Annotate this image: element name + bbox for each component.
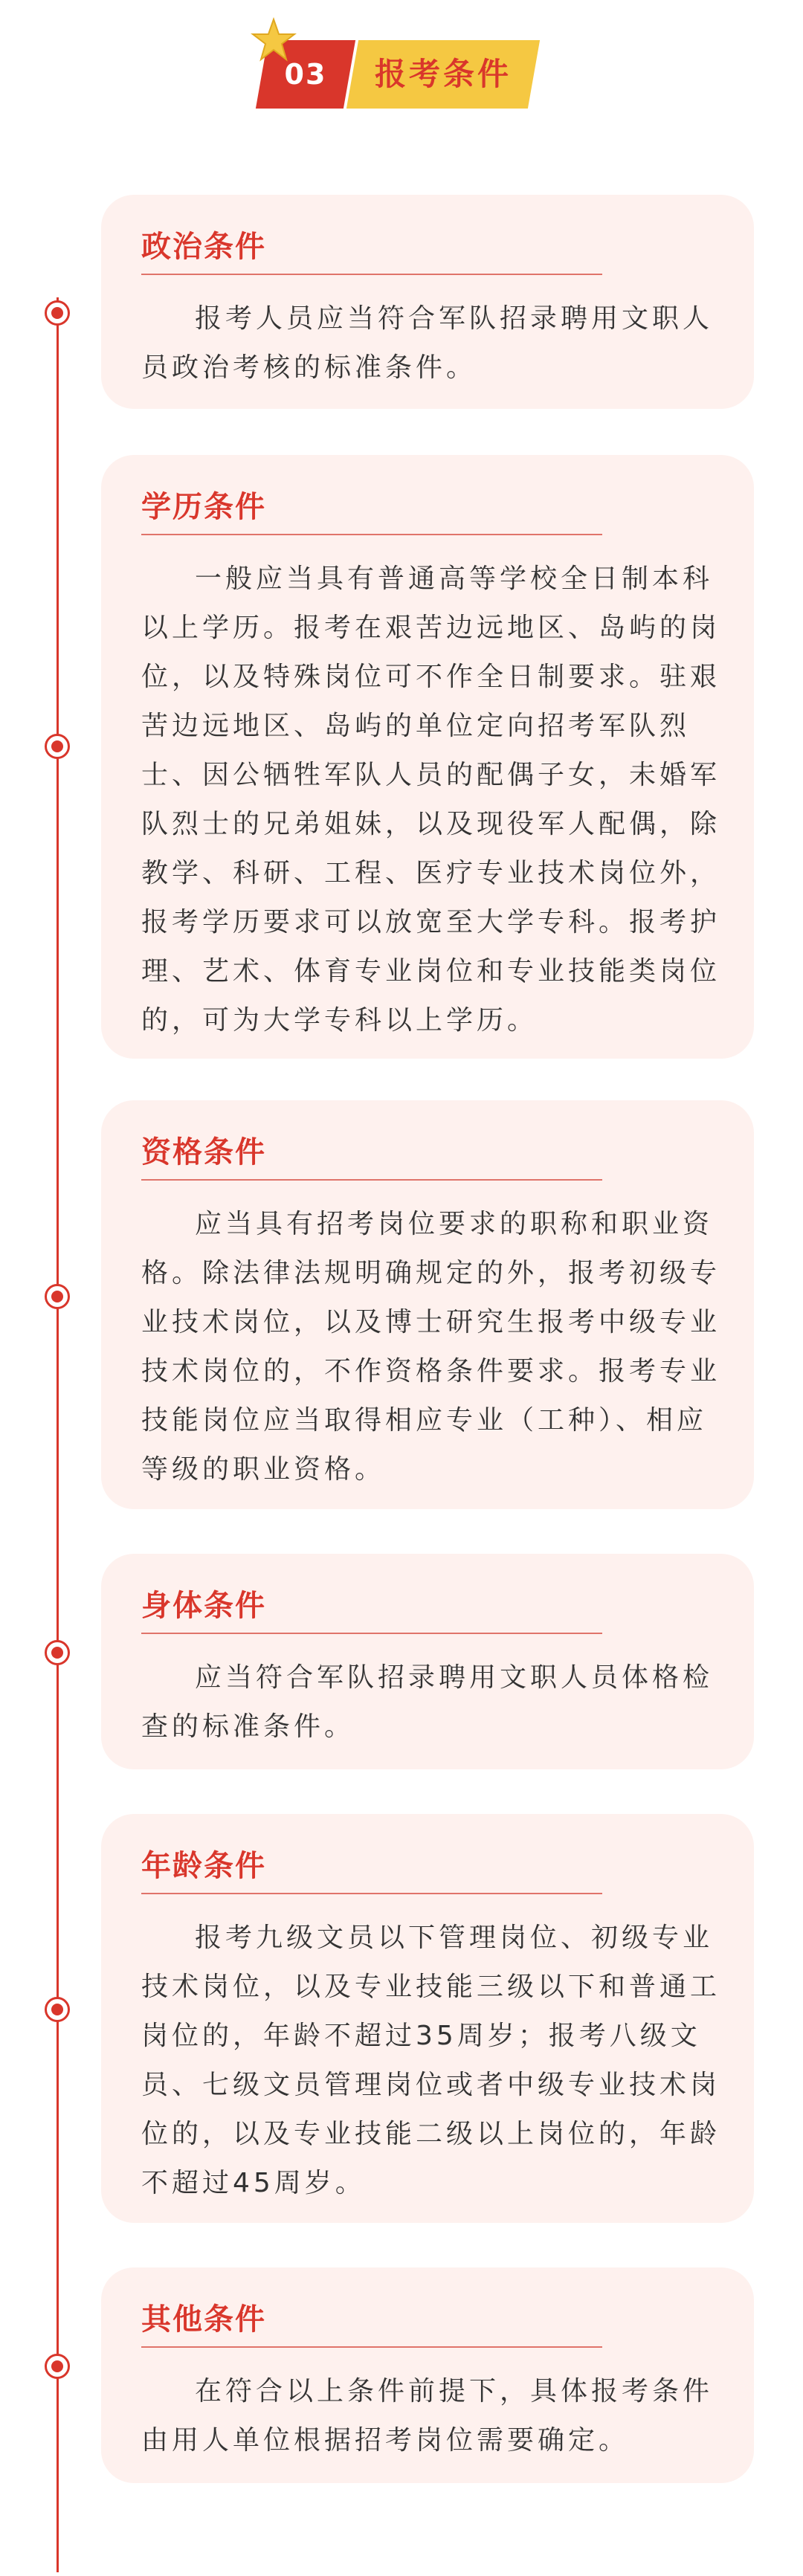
card-title: 身体条件 (141, 1589, 266, 1623)
section-number: 03 (284, 58, 327, 91)
card-body: 一般应当具有普通高等学校全日制本科以上学历。报考在艰苦边远地区、岛屿的岗位，以及特殊岗位可不作全日制要求。驻艰苦边远地区、岛屿的单位定向招考军队烈士、因公牺牲军队人员的配偶子女，未婚军队烈士的兄弟姐妹，以及现役军人配偶，除教学、科研、工程、医疗专业技术岗位外，报考学历要求可以放宽至大学专科。报考护理、艺术、体育专业岗位和专业技能类岗位的，可为大学专科以上学历。 (141, 564, 721, 1036)
card-divider (141, 1893, 602, 1894)
card-divider (141, 1179, 602, 1181)
card-divider (141, 274, 602, 275)
timeline-line (57, 297, 59, 2572)
card-title: 其他条件 (141, 2302, 266, 2337)
card-body: 报考九级文员以下管理岗位、初级专业技术岗位，以及专业技能三级以下和普通工岗位的，年龄不超过35周岁；报考八级文员、七级文员管理岗位或者中级专业技术岗位的，以及专业技能二级以上岗位的，年龄不超过45周岁。 (141, 1923, 721, 2198)
timeline-dot (45, 2354, 70, 2379)
card-title: 政治条件 (141, 230, 266, 264)
card-title: 年龄条件 (141, 1849, 266, 1883)
timeline-dot (45, 734, 70, 759)
star-icon (250, 16, 297, 64)
section-header (262, 27, 544, 116)
card-political (101, 195, 754, 409)
card-age (101, 1814, 754, 2223)
card-divider (141, 1633, 602, 1634)
card-title: 学历条件 (141, 490, 266, 524)
card-body: 应当具有招考岗位要求的职称和职业资格。除法律法规明确规定的外，报考初级专业技术岗位，以及博士研究生报考中级专业技术岗位的，不作资格条件要求。报考专业技能岗位应当取得相应专业（工种）、相应等级的职业资格。 (141, 1209, 721, 1485)
card-body: 报考人员应当符合军队招录聘用文职人员政治考核的标准条件。 (141, 303, 714, 383)
card-body: 在符合以上条件前提下，具体报考条件由用人单位根据招考岗位需要确定。 (141, 2376, 714, 2456)
card-qualification (101, 1100, 754, 1509)
timeline-dot (45, 1997, 70, 2022)
section-title: 报考条件 (374, 56, 512, 92)
timeline-dot (45, 1284, 70, 1309)
card-title: 资格条件 (141, 1135, 266, 1169)
card-education (101, 455, 754, 1059)
card-divider (141, 2346, 602, 2348)
card-other (101, 2267, 754, 2483)
timeline-dot (45, 300, 70, 326)
card-body: 应当符合军队招录聘用文职人员体格检查的标准条件。 (141, 1662, 714, 1742)
card-divider (141, 534, 602, 535)
card-physical (101, 1554, 754, 1769)
timeline-dot (45, 1640, 70, 1665)
